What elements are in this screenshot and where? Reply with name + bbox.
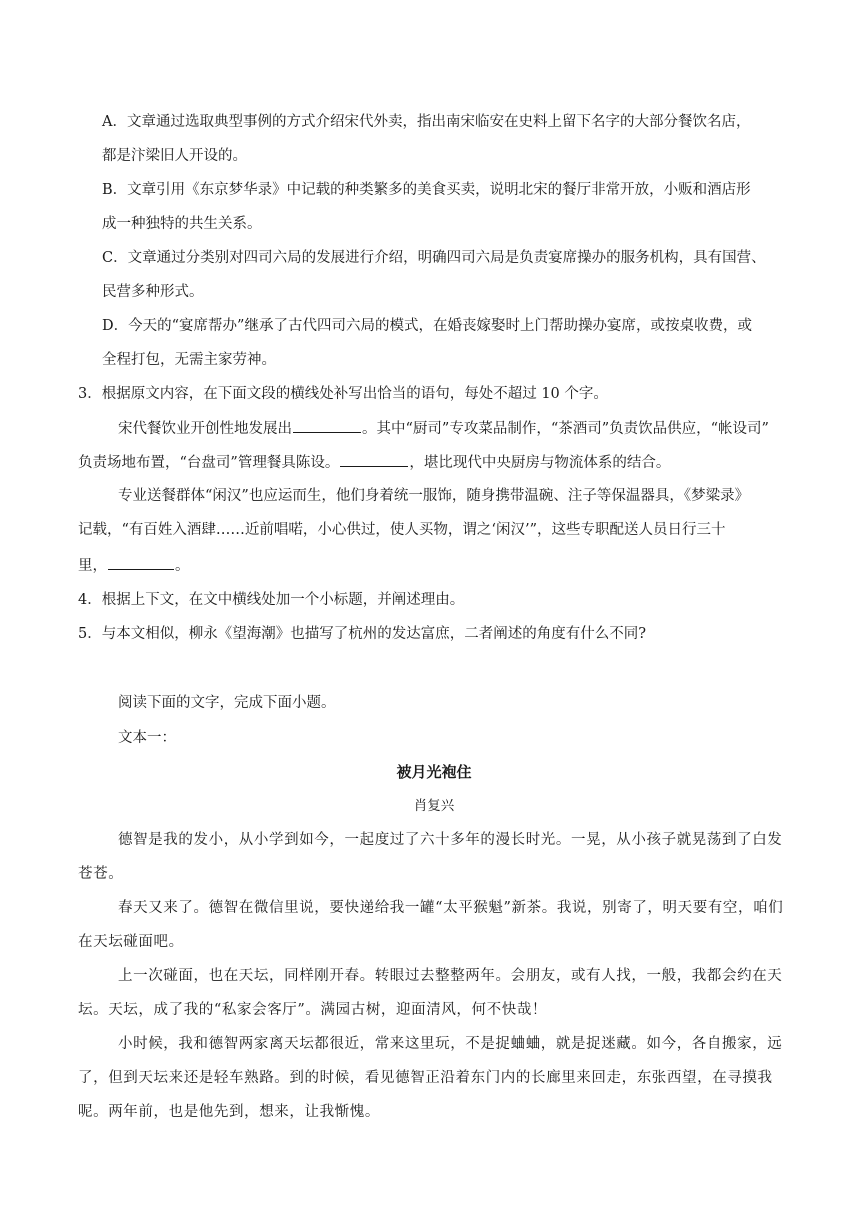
question-4: 4．根据上下文，在文中横线处加一个小标题，并阐述理由。 <box>78 592 465 608</box>
q3-paragraph-2-line-3 <box>78 555 190 576</box>
q3-text: ，堪比现代中央厨房与物流体系的结合。 <box>409 455 671 471</box>
q3-text: 宋代餐饮业开创性地发展出 <box>118 421 292 437</box>
option-b-line-1: B．文章引用《东京梦华录》中记载的种类繁多的美食买卖，说明北宋的餐厅非常开放，小贩和酒店形 <box>102 182 751 198</box>
question-3-prompt: 3．根据原文内容，在下面文段的横线处补写出恰当的语句，每处不超过 10 个字。 <box>78 386 608 402</box>
option-c-line-1: C．文章通过分类别对四司六局的发展进行介绍，明确四司六局是负责宴席操办的服务机构，具有国营、 <box>102 250 766 266</box>
option-a-line-2: 都是汴梁旧人开设的。 <box>102 148 247 164</box>
para-4-line-2: 了，但到天坛来还是轻车熟路。到的时候，看见德智正沿着东门内的长廊里来回走，东张西望，在寻摸我 <box>78 1070 773 1086</box>
option-a-line-1: A．文章通过选取典型事例的方式介绍宋代外卖，指出南宋临安在史料上留下名字的大部分餐饮名店， <box>102 114 751 130</box>
q3-paragraph-1-line-1 <box>118 418 769 439</box>
answer-blank-1[interactable] <box>293 418 361 433</box>
article-title: 被月光袍住 <box>396 763 472 781</box>
article-author: 肖复兴 <box>413 798 455 814</box>
para-1-line-2: 苍苍。 <box>78 866 124 882</box>
reading-instruction: 阅读下面的文字，完成下面小题。 <box>118 695 336 711</box>
option-d-line-2: 全程打包，无需主家劳神。 <box>102 352 276 368</box>
para-2-line-2: 在天坛碰面吧。 <box>78 934 184 950</box>
para-4-line-1: 小时候，我和德智两家离天坛都很近，常来这里玩，不是捉蛐蛐，就是捉迷藏。如今，各自搬家，远 <box>118 1036 783 1052</box>
answer-blank-2[interactable] <box>340 452 408 467</box>
answer-blank-3[interactable] <box>108 555 174 570</box>
text-label: 文本一： <box>118 730 176 746</box>
q3-text: 负责场地布置，“台盘司”管理餐具陈设。 <box>78 455 340 471</box>
q3-paragraph-1-line-2 <box>78 452 670 473</box>
q3-paragraph-2-line-1: 专业送餐群体“闲汉”也应运而生，他们身着统一服饰，随身携带温碗、注子等保温器具，《梦粱录》 <box>118 488 750 504</box>
para-2-line-1: 春天又来了。德智在微信里说，要快递给我一罐“太平猴魁”新茶。我说，别寄了，明天要有空，咱们 <box>118 900 784 916</box>
para-4-line-3: 呢。两年前，也是他先到，想来，让我惭愧。 <box>78 1104 380 1120</box>
q3-paragraph-2-line-2: 记载，“有百姓入酒肆……近前唱喏，小心供过，使人买物，谓之‘闲汉’”，这些专职配送人员日行三十 <box>78 522 726 538</box>
para-3-line-1: 上一次碰面，也在天坛，同样刚开春。转眼过去整整两年。会朋友，或有人找，一般，我都会约在天 <box>118 968 783 984</box>
option-c-line-2: 民营多种形式。 <box>102 284 204 300</box>
question-5: 5．与本文相似，柳永《望海潮》也描写了杭州的发达富庶，二者阐述的角度有什么不同? <box>78 626 646 642</box>
para-1-line-1: 德智是我的发小，从小学到如今，一起度过了六十多年的漫长时光。一晃，从小孩子就晃荡到了白发 <box>118 832 783 848</box>
para-3-line-2: 坛。天坛，成了我的“私家会客厅”。满园古树，迎面清风，何不快哉！ <box>78 1002 548 1018</box>
q3-text: 。其中“厨司”专攻菜品制作，“茶酒司”负责饮品供应，“帐设司” <box>362 421 769 437</box>
option-d-line-1: D．今天的“宴席帮办”继承了古代四司六局的模式，在婚丧嫁娶时上门帮助操办宴席，或按桌收费，或 <box>102 318 752 334</box>
q3-text: 里， <box>78 558 107 574</box>
option-b-line-2: 成一种独特的共生关系。 <box>102 216 262 232</box>
q3-text: 。 <box>175 558 190 574</box>
